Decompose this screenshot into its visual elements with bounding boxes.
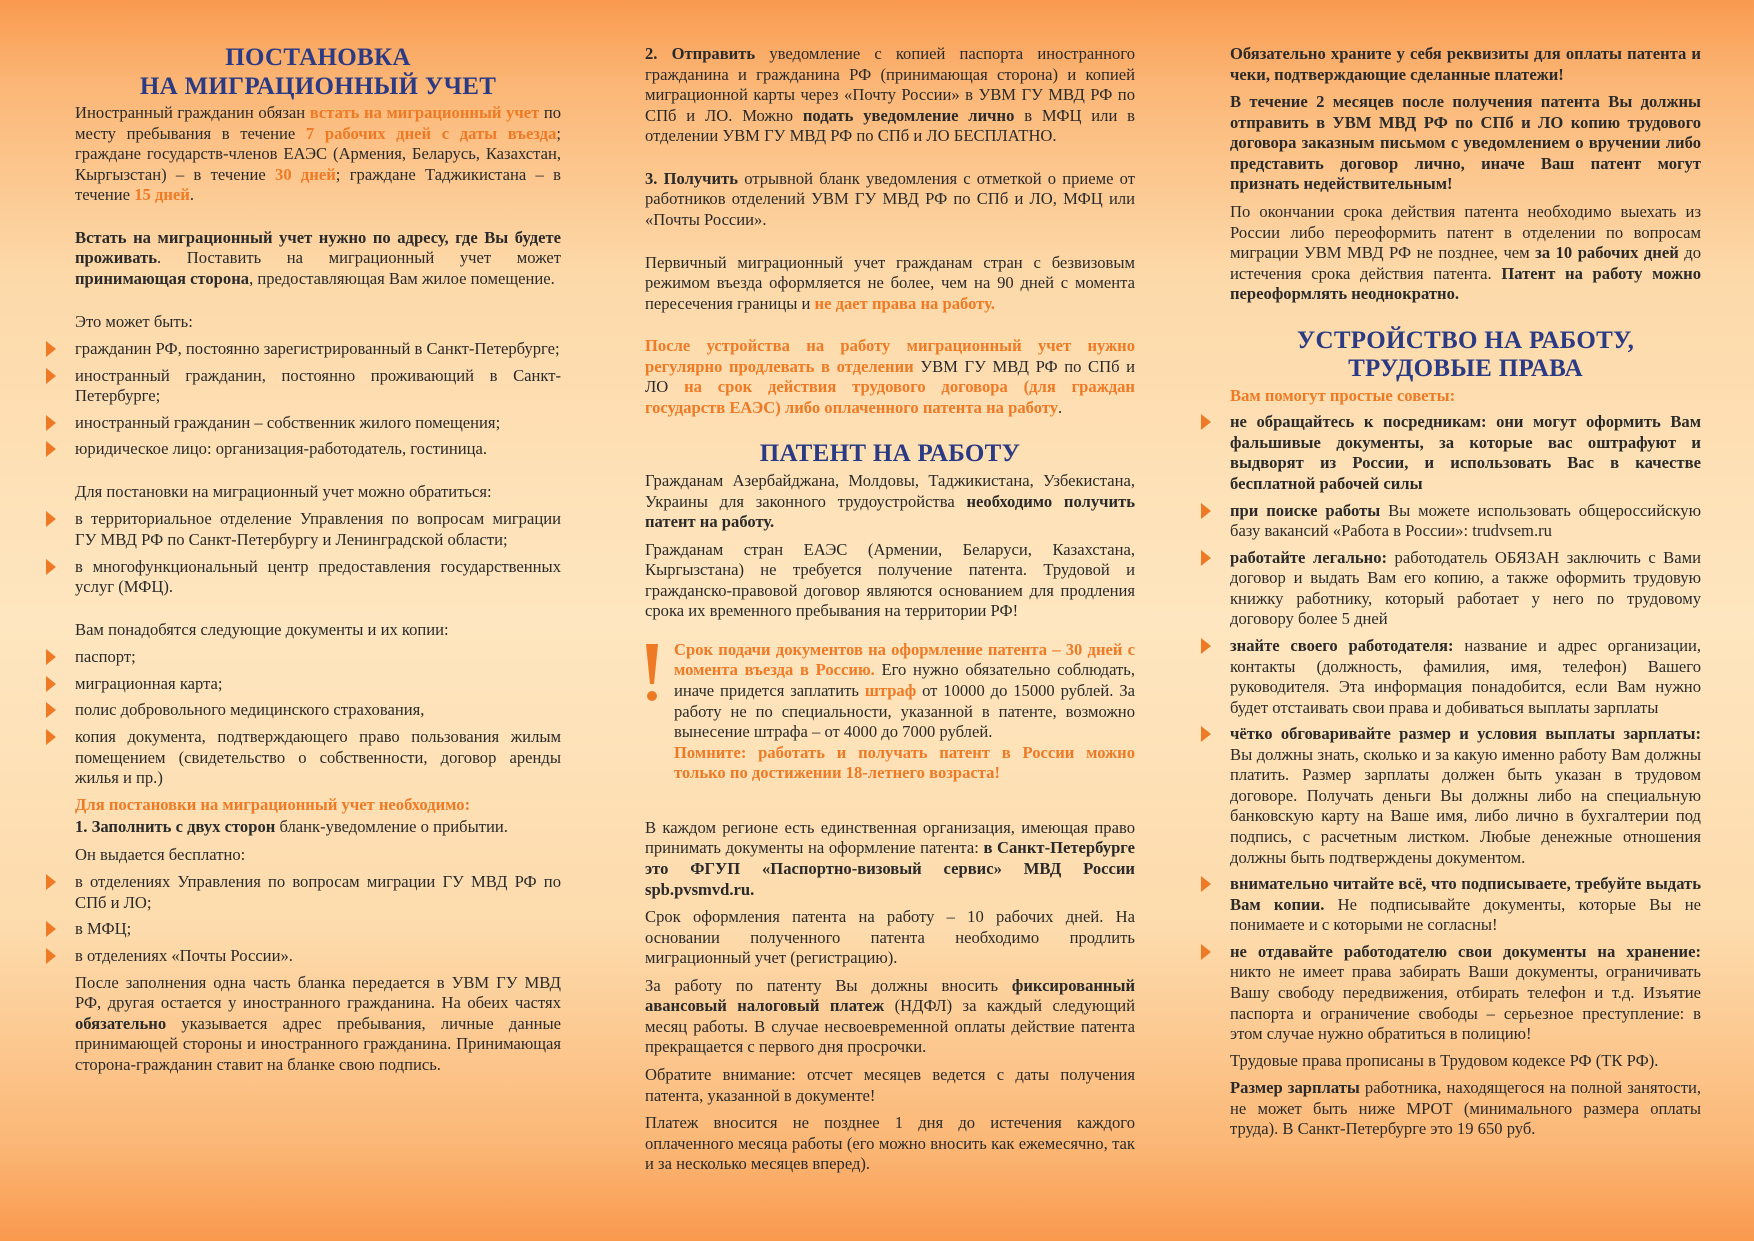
list-item xyxy=(75,557,561,598)
list-item xyxy=(75,700,561,721)
text-run: обязательно xyxy=(75,1013,167,1033)
text-run: 30 дней xyxy=(275,164,336,184)
column-migration-registration xyxy=(75,44,561,1082)
section-heading-patent: ПАТЕНТ НА РАБОТУ xyxy=(759,440,1021,468)
bullet-triangle-icon xyxy=(46,702,56,718)
step2-paragraph xyxy=(645,44,1135,147)
text-run: Встать на миграционный учет нужно по адресу, где Вы будете проживать xyxy=(75,227,561,268)
primary-paragraph xyxy=(645,253,1135,315)
warning-age: Помните: работать и получать патент в России можно только по достижении 18-летнего возраста! xyxy=(674,742,1135,783)
list-item xyxy=(75,647,561,668)
bullet-triangle-icon xyxy=(46,649,56,665)
text-run: при поиске работы xyxy=(1230,500,1381,520)
salary-paragraph xyxy=(1230,1078,1701,1140)
text-run: По окончании срока действия патента необходимо выехать из России либо переоформить патент в отделении по вопросам миграции УВМ МВД РФ не позднее, чем xyxy=(1230,201,1701,263)
need-label: Для постановки на миграционный учет необходимо: xyxy=(75,794,471,814)
text-run: внимательно читайте всё, что подписываете, требуйте выдать Вам копии. xyxy=(1230,874,1701,914)
text-run: от 10000 до 15000 рублей. За работу не по специальности, указанной в патенте, возможно вынесение штрафа – от 4000 до 7000 рублей. xyxy=(674,681,1135,742)
tips-label: Вам помогут простые советы: xyxy=(1230,385,1456,405)
keep-receipts-paragraph: Обязательно храните у себя реквизиты для оплаты патента и чеки, подтверждающие сделанные платежи! xyxy=(1230,44,1701,84)
text-run: Иностранный гражданин обязан xyxy=(75,103,310,122)
text-run: УВМ ГУ МВД РФ по СПб и ЛО xyxy=(645,356,1135,397)
text-run: 7 рабочих дней с даты въезда xyxy=(305,123,557,143)
attention-paragraph: Обратите внимание: отсчет месяцев ведется с даты получения патента, указанной в документе! xyxy=(645,1065,1135,1105)
deadline-paragraph: Платеж вносится не позднее 1 дня до истечения каждого оплаченного месяца работы (его можно вносить как ежемесячно, так и за несколько месяцев вперед). xyxy=(645,1113,1135,1174)
bullet-triangle-icon xyxy=(1201,503,1211,519)
column-employment xyxy=(1230,44,1701,1147)
text-run: За работу по патенту Вы должны вносить xyxy=(645,975,1012,995)
text-run: уведомление с копией паспорта иностранного гражданина и гражданина РФ (принимающая сторона) и копией миграционной карты через «Почту России» в УВМ ГУ МВД РФ по СПб и ЛО. Можно xyxy=(645,44,1136,125)
bullet-triangle-icon xyxy=(46,441,56,457)
address-paragraph xyxy=(75,228,561,290)
region-paragraph xyxy=(645,818,1135,900)
list-item xyxy=(75,919,561,940)
text-run: После заполнения одна часть бланка передается в УВМ ГУ МВД РФ, другая остается у иностранного гражданина. На обеих частях xyxy=(75,972,561,1013)
text-run: Вы можете использовать общероссийскую базу вакансий «Работа в России»: trudvsem.ru xyxy=(1230,500,1701,541)
text-run: Первичный миграционный учет гражданам стран с безвизовым режимом въезда оформляется не более, чем на 90 дней с момента пересечения границы и xyxy=(645,252,1135,313)
text-run: 15 дней xyxy=(134,185,190,205)
text-run: не отдавайте работодателю свои документы на хранение: xyxy=(1230,941,1701,961)
bullet-triangle-icon xyxy=(46,729,56,745)
after-paragraph xyxy=(75,973,561,1076)
exclamation-icon xyxy=(643,640,661,704)
text-run: После устройства на работу миграционный учет нужно регулярно продлевать в отделении xyxy=(645,336,1135,376)
bullet-triangle-icon xyxy=(46,415,56,431)
tip-item xyxy=(1230,548,1701,630)
text-run: необходимо получить патент на работу. xyxy=(645,491,1135,532)
docs-label: Вам понадобятся следующие документы и их копии: xyxy=(75,619,449,639)
list-item xyxy=(75,946,561,967)
tip-item xyxy=(1230,412,1701,494)
text-run: Размер зарплаты xyxy=(1230,1078,1360,1098)
list-item xyxy=(75,509,561,550)
text-run: , предоставляющая Вам жилое помещение. xyxy=(249,268,555,288)
text-run: работайте легально: xyxy=(1230,547,1388,567)
text-run: Патент на работу можно переоформлять неоднократно. xyxy=(1230,263,1702,304)
list-item-text: гражданин РФ, постоянно зарегистрированный в Санкт-Петербурге; xyxy=(75,339,560,359)
list-item xyxy=(75,872,561,913)
tip-item xyxy=(1230,874,1701,936)
term-paragraph: Срок оформления патента на работу – 10 рабочих дней. На основании полученного патента необходимо продлить миграционный учет (регистрацию). xyxy=(645,907,1135,968)
list-item-text: копия документа, подтверждающего право пользования жилым помещением (свидетельство о собственности, договор аренды жилья и пр.) xyxy=(75,726,561,788)
text-run: не обращайтесь к посредникам: они могут оформить Вам фальшивые документы, за которые вас оштрафуют и выдворят из России, и использовать Вас в качестве бесплатной рабочей силы xyxy=(1230,412,1701,493)
text-run: ; граждане государств-членов ЕАЭС (Армения, Беларусь, Казахстан, Кыргызстан) – в течение xyxy=(75,123,561,184)
expiry-paragraph xyxy=(1230,202,1701,305)
text-run: работника, находящегося на полной занятости, не может быть ниже МРОТ (минимального размера оплаты труда). В Санкт-Петербурге это 19 650 руб. xyxy=(1230,1078,1702,1139)
text-run: бланк-уведомление о прибытии. xyxy=(275,817,508,837)
text-run: Вы должны знать, сколько и за какую именно работу Вам должны платить. Размер зарплаты должен быть указан в трудовом договоре. Получать деньги Вы должны либо на специальную банковскую карту на Ваше имя, либо лично в бухгалтерии под подпись, с расчетным листком. Любые денежные отношения должны быть подтверждены документом. xyxy=(1230,744,1701,867)
list-item-text: иностранный гражданин – собственник жилого помещения; xyxy=(75,412,501,432)
text-run: (НДФЛ) за каждый следующий месяц работы. В случае несвоевременной оплаты действие патента прекращается с первого дня просрочки. xyxy=(645,996,1135,1057)
text-run: подать уведомление лично xyxy=(802,105,1015,125)
list-item-text: паспорт; xyxy=(75,647,136,667)
text-run: знайте своего работодателя: xyxy=(1230,635,1454,655)
text-run: на срок действия трудового договора (для граждан государств ЕАЭС) либо оплаченного патента на работу xyxy=(645,377,1135,417)
list-item-text: в отделениях «Почты России». xyxy=(75,946,293,965)
text-run: никто не имеет права забирать Ваши документы, ограничивать Вашу свободу передвижения, отбирать телефон и т.д. Изъятие паспорта и ограничение свободы – серьезное преступление: в этом случае нужно обратиться в полицию! xyxy=(1230,962,1701,1044)
text-run: не дает права на работу. xyxy=(814,293,995,313)
bullet-triangle-icon xyxy=(46,948,56,964)
text-run: . xyxy=(189,185,194,205)
bullet-triangle-icon xyxy=(1201,726,1211,742)
column-patent xyxy=(645,44,1135,1182)
step3-paragraph xyxy=(645,169,1135,231)
section-heading-employment: УСТРОЙСТВО НА РАБОТУ, ТРУДОВЫЕ ПРАВА xyxy=(1296,326,1635,383)
text-run: Срок подачи документов на оформление патента – 30 дней с момента въезда в Россию. xyxy=(674,639,1135,680)
tip-item xyxy=(1230,942,1701,1045)
list-item xyxy=(75,366,561,407)
tip-item xyxy=(1230,724,1701,868)
list-item-text: юридическое лицо: организация-работодатель, гостиница. xyxy=(75,439,488,459)
list-item xyxy=(75,339,561,360)
text-run: по месту пребывания в течение xyxy=(75,103,562,143)
step1-paragraph xyxy=(75,817,561,838)
text-run: 3. Получить xyxy=(645,168,739,188)
list-item-text: в отделениях Управления по вопросам миграции ГУ МВД РФ по СПб и ЛО; xyxy=(75,872,561,912)
bullet-triangle-icon xyxy=(1201,638,1211,654)
text-run: в МФЦ или в отделении УВМ ГУ МВД РФ по СПб и ЛО БЕСПЛАТНО. xyxy=(645,105,1135,146)
bullet-triangle-icon xyxy=(46,676,56,692)
labor-code-paragraph: Трудовые права прописаны в Трудовом кодексе РФ (ТК РФ). xyxy=(1230,1050,1659,1070)
text-run: Гражданам Азербайджана, Молдовы, Таджикистана, Узбекистана, Украины для законного трудоустройства xyxy=(645,470,1135,511)
patent-paragraph-1 xyxy=(645,471,1135,533)
text-run: Его нужно обязательно соблюдать, иначе придется заплатить xyxy=(674,660,1136,700)
patent-paragraph-2: Гражданам стран ЕАЭС (Армении, Беларуси, Казахстана, Кыргызстана) не требуется получение патента. Трудовой и гражданско-правовой договор являются основанием для продления срока их временного пребывания на территории РФ! xyxy=(645,539,1135,621)
list-item-text: в многофункциональный центр предоставления государственных услуг (МФЦ). xyxy=(75,556,561,597)
docs-list xyxy=(75,647,561,788)
text-run: до истечения срока действия патента. xyxy=(1230,243,1701,283)
text-run: ; граждане Таджикистана – в течение xyxy=(75,164,561,205)
bullet-triangle-icon xyxy=(1201,876,1211,892)
list-item-text: миграционная карта; xyxy=(75,673,223,693)
warning-block xyxy=(645,640,1135,784)
after-job-paragraph xyxy=(645,336,1135,418)
list-item-text: в территориальное отделение Управления по вопросам миграции ГУ МВД РФ по Санкт-Петербургу и Ленинградской области; xyxy=(75,509,561,549)
text-run: встать на миграционный учет xyxy=(309,103,540,122)
list-item-text: в МФЦ; xyxy=(75,919,132,939)
section-heading-migration: ПОСТАНОВКА НА МИГРАЦИОННЫЙ УЧЕТ xyxy=(139,44,497,100)
bullet-triangle-icon xyxy=(46,368,56,384)
list-item xyxy=(75,413,561,434)
text-run: чётко обговаривайте размер и условия выплаты зарплаты: xyxy=(1230,724,1701,744)
text-run: в Санкт-Петербурге это ФГУП «Паспортно-визовый сервис» МВД России spb.pvsmvd.ru. xyxy=(645,838,1135,899)
text-run: фиксированный авансовый налоговый платеж xyxy=(645,975,1135,1016)
bullet-triangle-icon xyxy=(1201,944,1211,960)
list-item xyxy=(75,674,561,695)
where-label: Для постановки на миграционный учет можно обратиться: xyxy=(75,481,492,501)
text-run: название и адрес организации, контакты (должность, фамилия, имя, телефон) Вашего руководителя. Эта информация понадобится, если Вам нужно будет отстаивать свои права и добиваться выплаты зарплаты xyxy=(1230,635,1701,717)
list-item-text: полис добровольного медицинского страхования, xyxy=(75,700,425,720)
tips-list xyxy=(1230,412,1701,1044)
who-list xyxy=(75,339,561,460)
bullet-triangle-icon xyxy=(1201,414,1211,430)
text-run: В каждом регионе есть единственная организация, имеющая право принимать документы на оформление патента: xyxy=(645,817,1135,858)
text-run: принимающая сторона xyxy=(75,268,250,288)
warning-text xyxy=(674,640,1135,743)
bullet-triangle-icon xyxy=(46,341,56,357)
text-run: работодатель ОБЯЗАН заключить с Вами договор и выдать Вам его копию, а также оформить трудовую книжку работнику, который работает у него по трудовому договору более 5 дней xyxy=(1230,547,1701,629)
text-run: штраф xyxy=(864,681,917,700)
bullet-triangle-icon xyxy=(46,921,56,937)
list-item xyxy=(75,439,561,460)
list-item-text: иностранный гражданин, постоянно проживающий в Санкт-Петербурге; xyxy=(75,365,561,406)
text-run: . xyxy=(1058,397,1063,417)
tip-item xyxy=(1230,636,1701,718)
text-run: за 10 рабочих дней xyxy=(1535,243,1679,263)
text-run: . Поставить на миграционный учет может xyxy=(157,248,561,268)
text-run: 1. Заполнить с двух сторон xyxy=(75,817,276,837)
free-list xyxy=(75,872,561,966)
where-list xyxy=(75,509,561,597)
bullet-triangle-icon xyxy=(46,511,56,527)
two-months-paragraph: В течение 2 месяцев после получения патента Вы должны отправить в УВМ МВД РФ по СПб и ЛО копию трудового договора заказным письмом с уведомлением о вручении либо представить договор лично, иначе Ваш патент могут признать недействительным! xyxy=(1230,92,1701,194)
text-run: указывается адрес пребывания, личные данные принимающей стороны и иностранного гражданина. Принимающая сторона-гражданин ставит на бланке свою подпись. xyxy=(75,1013,561,1074)
bullet-triangle-icon xyxy=(1201,550,1211,566)
intro-paragraph xyxy=(75,103,561,206)
who-label: Это может быть: xyxy=(75,311,193,331)
text-run: отрывной бланк уведомления с отметкой о приеме от работников отделений УВМ ГУ МВД РФ по СПб и ЛО, МФЦ или «Почты России». xyxy=(645,168,1136,229)
free-label: Он выдается бесплатно: xyxy=(75,844,246,864)
bullet-triangle-icon xyxy=(46,874,56,890)
text-run: Не подписывайте документы, которые Вы не понимаете и с которыми не согласны! xyxy=(1230,894,1701,935)
list-item xyxy=(75,727,561,789)
bullet-triangle-icon xyxy=(46,559,56,575)
tip-item xyxy=(1230,501,1701,542)
payment-paragraph xyxy=(645,976,1135,1058)
text-run: 2. Отправить xyxy=(645,44,756,63)
